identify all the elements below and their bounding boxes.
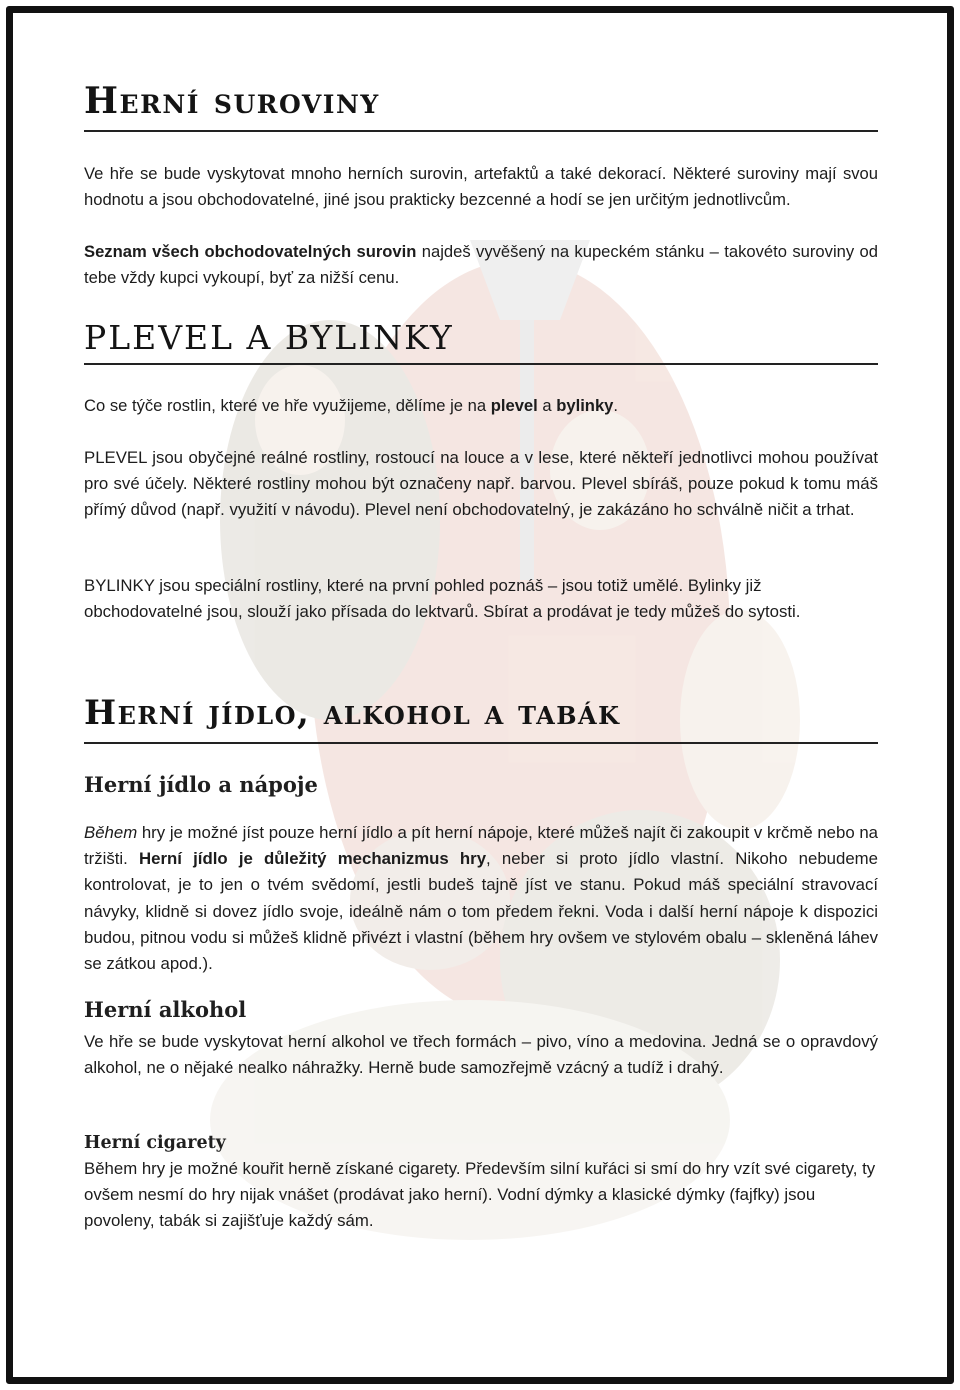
bold-mechanizmus: Herní jídlo je důležitý mechanizmus hry [139,849,487,869]
text: Co se týče rostlin, které ve hře využijeme, dělíme je na [84,396,491,415]
text: a [537,396,557,415]
subheading-jidlo-napoje: Herní jídlo a nápoje [84,772,318,797]
title-underline [84,130,878,132]
paragraph-alkohol: Ve hře se bude vyskytovat herní alkohol ve třech formách – pivo, víno a medovina. Jedná se o opravdový alkohol, ne o nějaké nealko náhražky. Herně bude samozřejmě vzácný a tudíž i drahý. [84,1032,878,1078]
paragraph-rostliny-intro [84,393,878,419]
paragraph-jidlo [84,820,878,977]
section-title-plevel-bylinky: PLEVEL A BYLINKY [84,318,454,357]
text: , neber si proto jídlo vlastní. Nikoho nebudeme kontrolovat, je to jen o tvém svědomí, jestli budeš tajně jíst ve stanu. Pokud máš speciální stravovací návyky, klidně si dovez jídlo svoje, ideálně nám o tom předem řekni. Voda i další herní nápoje k dispozici budou, pitnou vodu si můžeš klidně přivézt i vlastní (během hry ovšem ve stylovém obalu – skleněná láhev se zátkou apod.). [84,849,878,974]
bold-bylinky: bylinky [556,396,614,415]
subheading-cigarety: Herní cigarety [84,1133,226,1153]
section-title-herni-suroviny: Herní suroviny [84,80,380,122]
section-title-jidlo-alkohol-tabak: Herní jídlo, alkohol a tabák [84,693,621,733]
subheading-alkohol: Herní alkohol [84,997,247,1022]
paragraph-seznam [84,239,878,291]
text: hry je možné jíst pouze herní jídlo a pít herní nápoje, které můžeš najít či zakoupit v krčmě nebo na tržišti. [84,823,878,869]
text-seznam-rest: najdeš vyvěšený na kupeckém stánku – takovéto suroviny od tebe vždy kupci vykoupí, byť za nižší cenu. [84,242,878,287]
bold-plevel: plevel [490,396,538,415]
paragraph-plevel: PLEVEL jsou obyčejné reálné rostliny, rostoucí na louce a v lese, které někteří jednotlivci mohou používat pro své účely. Některé rostliny mohou být označeny např. barvou. Plevel sbíráš, pouze pokud k tomu máš přímý důvod (např. využití v návodu). Plevel není obchodovatelný, je zakázáno ho schválně ničit a trhat. [84,448,878,520]
title-underline [84,363,878,365]
paragraph-cigarety: Během hry je možné kouřit herně získané cigarety. Především silní kuřáci si smí do hry vzít své cigarety, ty ovšem nesmí do hry nijak vnášet (prodávat jako herní). Vodní dýmky a klasické dýmky (fajfky) jsou povoleny, tabák si zajišťuje každý sám. [84,1159,876,1231]
title-underline [84,742,878,744]
italic-behem: Během [84,823,138,842]
bold-seznam: Seznam všech obchodovatelných surovin [84,242,417,261]
paragraph-suroviny-intro: Ve hře se bude vyskytovat mnoho herních surovin, artefaktů a také dekorací. Některé suroviny mají svou hodnotu a jsou obchodovatelné, jiné jsou prakticky bezcenné a hodí se jen určitým jednotlivcům. [84,164,878,209]
paragraph-bylinky: BYLINKY jsou speciální rostliny, které na první pohled poznáš – jsou totiž umělé. Bylinky již obchodovatelné jsou, slouží jako přísada do lektvarů. Sbírat a prodávat je tedy můžeš do sytosti. [84,576,801,622]
text: . [613,396,619,415]
